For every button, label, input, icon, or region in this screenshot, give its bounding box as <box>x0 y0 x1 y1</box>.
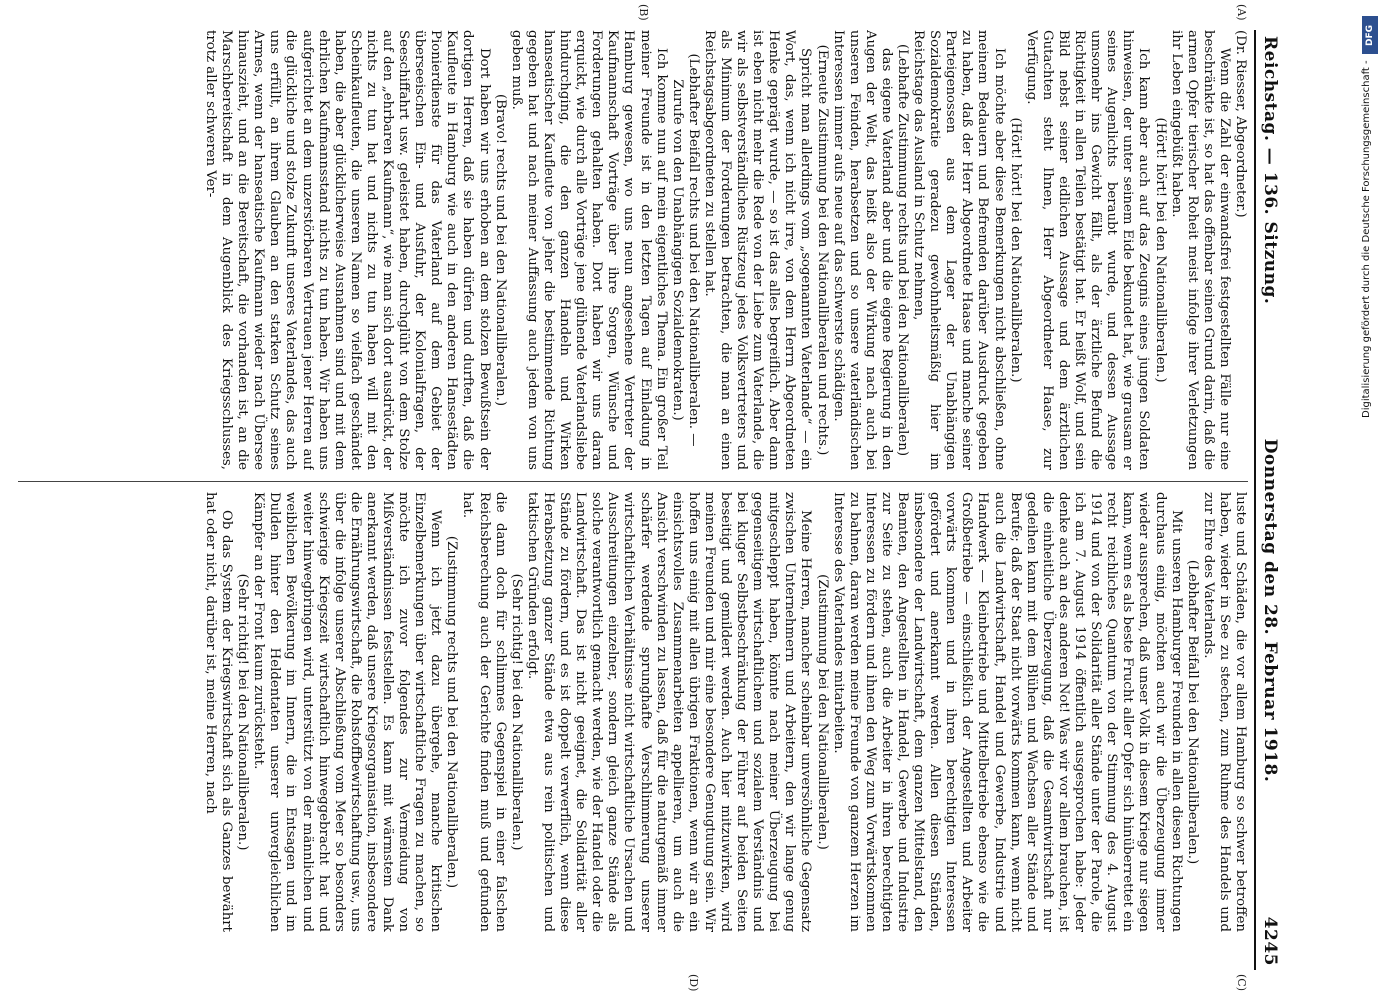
interjection: (Erneute Zustimmung bei den Nationalliberalen und rechts.) <box>814 44 830 456</box>
dfg-logo: DFG <box>1362 16 1378 54</box>
interjection: (Lebhafter Beifall bei den Nationalliberalen.) <box>1184 559 1200 865</box>
dfg-credit-strip <box>1359 8 1383 992</box>
margin-marker-d: (D) <box>687 974 700 992</box>
margin-marker-b: (B) <box>637 4 650 21</box>
paragraph: Dort haben wir uns erhoben an dem stolzen Bewußtsein der dortigen Herren, daß sie haben dürfen und durften, daß die Kaufleute in Hamburg wie auch in den anderen Hansestädten Pionierdienste für das Vaterland auf dem Gebiet der überseeischen Ein- und Ausfuhr, der Kolonialfragen, der Seeschiffahrt usw. geleistet haben, durchglüht von dem Stolze auf den „ehrbaren Kaufmann“, wie man sich dort ausdrückt, der nichts zu tun hat und nichts zu tun haben will mit den Scheinkaufleuten, die unseren Namen so vielfach geschändet haben, die aber glücklicherweise Ausnahmen sind und mit dem ehrlichen Kaufmannsstand nichts zu tun haben. Wir haben uns aufgerichtet an dem unzerstörbaren Vertrauen jener Herren auf die glückliche und stolze Zukunft unseres Vaterlandes, das auch uns erfüllt, an ihrem Glauben an den starken Schutz seines Armes, wenn der hanseatische Kaufmann wieder nach Übersee hinauszieht, und an die Bereitschaft, die vorhanden ist, an die Marschbereitschaft in dem Augenblick des Kriegsschlusses, trotz aller schweren Ver- <box>203 30 492 470</box>
paragraph: Ob das System der Kriegswirtschaft sich als Ganzes bewährt hat oder nicht, darüber ist, meine Herren, nach <box>203 492 235 932</box>
rotated-newspaper-page <box>0 4 1300 992</box>
paragraph: luste und Schäden, die vor allem Hamburg so schwer betroffen haben, wieder in See zu stechen, zum Ruhme des Handels und zur Ehre des Vaterlands. <box>1200 492 1248 932</box>
paragraph: das eigene Vaterland aber und die eigene Regierung in den Augen der Welt, das heißt also der Wirkung nach auch bei unseren Feinden, herabsetzen und so unsere vaterländischen Interessen immer aufs neue auf das schwerste schädigen. <box>830 30 894 470</box>
interjection: (Sehr richtig! bei den Nationalliberalen.) <box>508 573 524 851</box>
interjection: (Sehr richtig! bei den Nationalliberalen.) <box>235 573 251 851</box>
paragraph: Wenn die Zahl der einwandsfrei festgestellten Fälle nur eine beschränkte ist, so hat das offenbar seinen Grund darin, daß die armen Opfer tierischer Roheit meist infolge ihrer Verletzungen ihr Leben eingebüßt haben. <box>1168 30 1232 470</box>
page-number: 4245 <box>1260 916 1280 966</box>
header-date: Donnerstag den 28. Februar 1918. <box>1260 438 1280 783</box>
interjection: (Zustimmung rechts und bei den Nationalliberalen.) <box>444 535 460 889</box>
paragraph: Ich möchte aber diese Bemerkungen nicht abschließen, ohne meinem Bedauern und Befremden darüber Ausdruck gegeben zu haben, daß der Herr Abgeordnete Haase und manche seiner Parteigenossen aus dem Lager der Unabhängigen Sozialdemokratie geradezu gewohnheitsmäßig hier im Reichstage das Ausland in Schutz nehmen, <box>911 30 1007 470</box>
paragraph: Ich kann aber auch auf das Zeugnis eines jungen Soldaten hinweisen, der unter seinem Eide bekundet hat, wie grausam er seines Augenlichts beraubt wurde, und dessen Aussage umsomehr ins Gewicht fällt, als der ärztliche Befund die Richtigkeit in allen Teilen bestätigt hat. Er heißt Wolf, und sein Bild nebst seiner eidlichen Aussage und dem ärztlichen Gutachten steht Ihnen, Herr Abgeordneter Haase, zur Verfügung. <box>1023 30 1152 470</box>
paragraph: Spricht man allerdings vom „sogenannten Vaterlande“ — ein Wort, das, wenn ich nicht irre, von dem Herrn Abgeordneten Henke geprägt wurde, — so ist das alles begreiflich. Aber dann ist eben nicht mehr die Rede von der Liebe zum Vaterlande, die wir als selbstverständliches Rüstzeug jedes Volksvertreters und als Minimum der Forderungen betrachten, die man an einen Reichstagsabgeordneten zu stellen hat. <box>701 30 814 470</box>
interjection: (Hört! hört! bei den Nationalliberalen.) <box>1007 117 1023 383</box>
header-rule <box>1254 30 1256 970</box>
paragraph: Ich komme nun auf mein eigentliches Thema. Ein großer Teil meiner Freunde ist in den letzten Tagen auf Einladung in Hamburg gewesen, wo uns neun angesehene Vertreter der Kaufmannschaft Vorträge über ihre Sorgen, Wünsche und Forderungen gehalten haben. Dort haben wir uns daran erquickt, wie durch alle Vorträge jene glühende Vaterlandsliebe hindurchging, die den ganzen Handeln und Wirken hanseatischer Kaufleute von jeher die bestimmende Richtung gegeben hat und nach meiner Auffassung auch jedem von uns geben muß. <box>508 30 669 470</box>
right-column <box>18 492 1248 932</box>
paragraph: Meine Herren, mancher scheinbar unversöhnliche Gegensatz zwischen Unternehmern und Arbeitern, den wir lange genug mitgeschleppt haben, könnte nach meiner Überzeugung bei gegenseitigem wirtschaftlichem und sozialem Verständnis und bei kluger Selbstbeschränkung der Führer auf beiden Seiten beseitigt und gemildert werden. Auch hier mitzuwirken, wird meinen Freunden und mir eine besondere Genugtuung sein. Wir hoffen uns einig mit allen übrigen Fraktionen, wenn wir an ein einsichtsvolles Zusammenarbeiten appellieren, um auch die Ansicht verschwinden zu lassen, daß für die naturgemäß immer schärfer werdende sprunghafte Verschlimmerung unserer wirtschaftlichen Verhältnisse nicht wirtschaftliche Ursachen und Ausschreitungen einzelner, sondern gleich ganze Stände als solche verantwortlich gemacht werden, wie der Handel oder die Landwirtschaft. Das ist nicht geeignet, die Solidarität aller Stände zu fördern, und es ist doppelt verwerflich, wenn diese Herabsetzung ganzer Stände etwa aus rein politischen und taktischen Gründen erfolgt. <box>524 492 814 932</box>
paragraph: die dann doch für schlimmes Gegenspiel in einer falschen Reichsberechung auch der Gerichte finden muß und gefunden hat. <box>460 492 508 932</box>
interjection: (Bravo! rechts und bei den Nationalliberalen.) <box>492 93 508 407</box>
paragraph: Wenn ich jetzt dazu übergehe, manche kritischen Einzelbemerkungen über wirtschaftliche Fragen zu machen, so möchte ich zuvor folgendes zur Vermeidung von Mißverständnissen feststellen. Es kann mit wärmstem Dank anerkannt werden, daß unsere Kriegsorganisation, insbesondere die Ernährungswirtschaft, die Rohstoffbewirtschaftung usw., uns über die infolge unserer Abschließung vom Meer so besonders schwierige Kriegszeit wirtschaftlich hinweggebracht hat und weiter hinwegbringen wird, unterstützt von der männlichen und weiblichen Bevölkerung im Innern, die in Entsagen und im Dulden hinter den Heldentaten unserer unvergleichlichen Kämpfer an der Front kaum zurücksteht. <box>251 492 444 932</box>
speaker-label: (Dr. Riesser, Abgeordneter.) <box>1233 30 1248 218</box>
dfg-credit-text: Digitalisierung gefördert durch die Deutsche Forschungsgemeinschaft - <box>1361 60 1372 418</box>
margin-marker-a: (A) <box>1235 4 1248 21</box>
interjection: (Hört! hört! bei den Nationalliberalen.) <box>1152 117 1168 383</box>
margin-marker-c: (C) <box>1235 974 1248 991</box>
interjection: (Zustimmung bei den Nationalliberalen.) <box>814 574 830 850</box>
interjection: (Lebhafter Beifall rechts und bei den Nationalliberalen. — Zurufe von den Unabhängigen Sozialdemokraten.) <box>669 53 701 447</box>
paragraph: Mit unseren Hamburger Freunden in allen diesen Richtungen durchaus einig, möchten auch wir die Überzeugung immer wieder aussprechen, daß unser Volk in diesem Kriege nur siegen kann, wenn es als beste Frucht aller Opfer sich hinüberrettet ein recht reichliches Quantum von der Stimmung des 4. August 1914 und von der Solidarität aller Stände unter der Parole, die ich am 7. August 1914 öffentlich ausgesprochen habe: Jeder denke auch an des anderen Not! Was wir vor allem brauchen, ist die einheitliche Überzeugung, daß die Gesamtwirtschaft nur gedeihen kann mit dem Blühen und Wachsen aller Stände und Berufe; daß der Staat nicht vorwärts kommen kann, wenn nicht auch die Landwirtschaft, Handel und Gewerbe, Industrie und Handwerk — Kleinbetriebe und Mittelbetriebe ebenso wie die Großbetriebe — einschließlich der Angestellten und Arbeiter vorwärts kommen und in ihren berechtigten Interessen gefördert und anerkannt werden. Allen diesen Ständen, insbesondere der Landwirtschaft, dem ganzen Mittelstand, den Beamten, den Angestellten in Handel, Gewerbe und Industrie zur Seite zu stehen, auch die Arbeiter in ihren berechtigten Interessen zu fördern und ihnen den Weg zum Vorwärtskommen zu bahnen, daran werden meine Freunde von ganzem Herzen im Interesse des Vaterlandes mitarbeiten. <box>830 492 1184 932</box>
left-column <box>18 30 1248 470</box>
interjection: (Lebhafte Zustimmung rechts und bei den Nationalliberalen) <box>895 43 911 457</box>
page-header <box>1260 30 1300 970</box>
header-session: Reichstag. — 136. Sitzung. <box>1260 36 1280 305</box>
column-divider <box>18 481 1248 482</box>
